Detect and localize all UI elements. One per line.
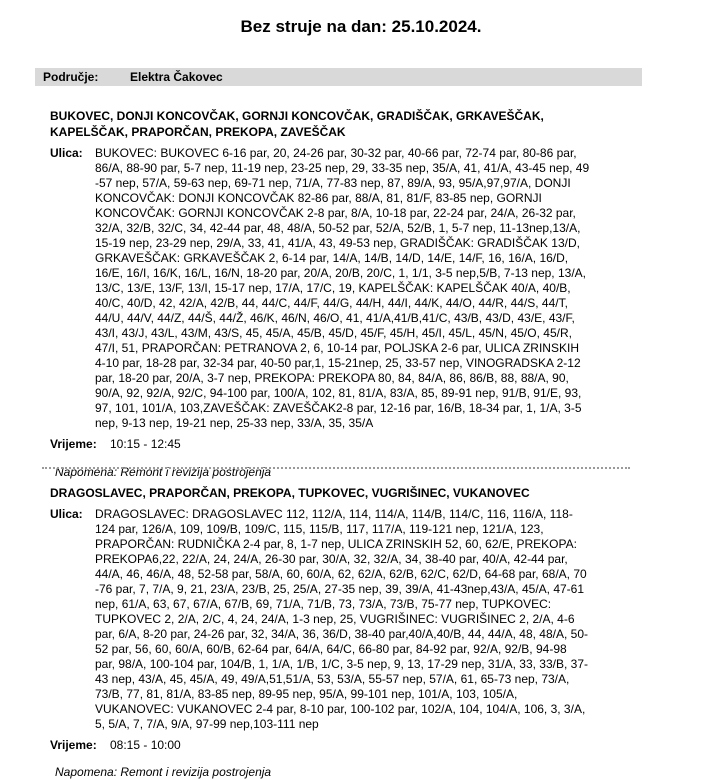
time-label: Vrijeme: <box>50 738 97 752</box>
separator <box>42 467 630 469</box>
time-value: 10:15 - 12:45 <box>110 437 181 451</box>
street-list: DRAGOSLAVEC: DRAGOSLAVEC 112, 112/A, 114, 114/A, 114/B, 114/C, 116, 116/A, 118- 124 par, 126/A, 109, 109/B, 109/C, 115, 115/B, 117, 117/A, 119-121 nep, 121/A, 123, PRAPORČAN: RUDNIČKA 2-4 par, 8, 1-7 nep, ULICA ZRINSKIH 52, 60, 62/E, PREKOPA: PREKOPA6,22, 22/A, 24, 24/A, 26-30 par, 30/A, 32, 32/A, 34, 38-40 par, 40/A, 42-44 par, 44/A, 46, 46/A, 48, 52-58 par, 58/A, 60, 60/A, 62, 62/A, 62/B, 62/C, 62/D, 64-68 par, 68/A, 70 -76 par, 7, 7/A, 9, 21, 23/A, 23/B, 25, 25/A, 27-35 nep, 39, 39/A, 41-43nep,43/A, 45/A, 47-61 nep, 61/A, 63, 67, 67/A, 67/B, 69, 71/A, 71/B, 73, 73/A, 73/B, 75-77 nep, TUPKOVEC: TUPKOVEC 2, 2/A, 2/C, 4, 24, 24/A, 1-3 nep, 25, VUGRIŠINEC: VUGRIŠINEC 2, 2/A, 4-6 par, 6/A, 8-20 par, 24-26 par, 32, 34/A, 36, 36/D, 38-40 par,40/A,40/B, 44, 44/A, 48, 48/A, 50- 52 par, 56, 60, 60/A, 60/B, 62-64 par, 64/A, 64/C, 66-80 par, 84-92 par, 92/A, 92/B, 94-98 par, 98/A, 100-104 par, 104/B, 1, 1/A, 1/B, 1/C, 3-5 nep, 9, 13, 17-29 nep, 31/A, 33, 33/B, 37- 43 nep, 43/A, 45, 45/A, 49, 49/A,51,51/A, 53, 53/A, 55-57 nep, 57/A, 61, 65-73 nep, 73/A, 73/B, 77, 81, 81/A, 83-85 nep, 89-95 nep, 95/A, 99-101 nep, 101/A, 103, 105/A, VUKANOVEC: VUKANOVEC 2-4 par, 8-10 par, 100-102 par, 102/A, 104, 104/A, 106, 3, 3/A, 5, 5/A, 7, 7/A, 9/A, 97-99 nep,103-111 nep <box>95 507 589 731</box>
page-title: Bez struje na dan: 25.10.2024. <box>240 17 482 36</box>
time-row <box>50 738 610 753</box>
outage-note: Napomena: Remont i revizija postrojenja <box>55 465 272 479</box>
region-bar <box>35 68 642 86</box>
street-row <box>50 146 610 431</box>
time-row <box>50 437 610 452</box>
street-row <box>50 507 610 732</box>
outage-places: DRAGOSLAVEC, PRAPORČAN, PREKOPA, TUPKOVEC, VUGRIŠINEC, VUKANOVEC <box>50 486 530 500</box>
time-label: Vrijeme: <box>50 437 97 451</box>
street-label: Ulica: <box>50 146 83 160</box>
region-value: Elektra Čakovec <box>130 70 223 84</box>
outage-places: BUKOVEC, DONJI KONCOVČAK, GORNJI KONCOVČAK, GRADIŠČAK, GRKAVEŠČAK, KAPELŠČAK, PRAPORČAN, PREKOPA, ZAVEŠČAK <box>50 109 544 139</box>
outage-block <box>50 485 610 780</box>
time-value: 08:15 - 10:00 <box>110 738 181 752</box>
region-label: Područje: <box>43 70 99 84</box>
outage-note: Napomena: Remont i revizija postrojenja <box>55 765 272 779</box>
street-label: Ulica: <box>50 507 83 521</box>
outage-block <box>50 108 610 480</box>
street-list: BUKOVEC: BUKOVEC 6-16 par, 20, 24-26 par, 30-32 par, 40-66 par, 72-74 par, 80-86 par, 86/A, 88-90 par, 5-7 nep, 11-19 nep, 23-25 nep, 29, 33-35 nep, 35/A, 41, 41/A, 43-45 nep, 49 -57 nep, 57/A, 59-63 nep, 69-71 nep, 71/A, 77-83 nep, 87, 89/A, 93, 95/A,97,97/A, DONJI KONCOVČAK: DONJI KONCOVČAK 82-86 par, 88/A, 81, 81/F, 83-85 nep, GORNJI KONCOVČAK: GORNJI KONCOVČAK 2-8 par, 8/A, 10-18 par, 22-24 par, 24/A, 26-32 par, 32/A, 32/B, 32/C, 34, 42-44 par, 48, 48/A, 50-52 par, 52/A, 52/B, 1, 5-7 nep, 11-13nep,13/A, 15-19 nep, 23-29 nep, 29/A, 33, 41, 41/A, 43, 49-53 nep, GRADIŠČAK: GRADIŠČAK 13/D, GRKAVEŠČAK: GRKAVEŠČAK 2, 6-14 par, 14/A, 14/B, 14/D, 14/E, 14/F, 16, 16/A, 16/D, 16/E, 16/I, 16/K, 16/L, 16/N, 18-20 par, 20/A, 20/B, 20/C, 1, 1/1, 3-5 nep,5/B, 7-13 nep, 13/A, 13/C, 13/E, 13/F, 13/I, 15-17 nep, 17/A, 17/C, 19, KAPELŠČAK: KAPELŠČAK 40/A, 40/B, 40/C, 40/D, 42, 42/A, 42/B, 44, 44/C, 44/F, 44/G, 44/H, 44/I, 44/K, 44/O, 44/R, 44/S, 44/T, 44/U, 44/V, 44/Z, 44/Š, 44/Ž, 46/K, 46/N, 46/O, 41, 41/A,41/B,41/C, 43/B, 43/D, 43/E, 43/F, 43/I, 43/J, 43/L, 43/M, 43/S, 45, 45/A, 45/B, 45/D, 45/F, 45/H, 45/I, 45/L, 45/N, 45/O, 45/R, 47/I, 51, PRAPORČAN: PETRANOVA 2, 6, 10-14 par, POLJSKA 2-6 par, ULICA ZRINSKIH 4-10 par, 18-28 par, 32-34 par, 40-50 par,1, 15-21nep, 25, 33-57 nep, VINOGRADSKA 2-12 par, 18-20 par, 20/A, 3-7 nep, PREKOPA: PREKOPA 80, 84, 84/A, 86, 86/B, 88, 88/A, 90, 90/A, 92, 92/A, 92/C, 94-100 par, 100/A, 102, 81, 81/A, 83/A, 85, 89-91 nep, 91/B, 91/E, 93, 97, 101, 101/A, 103,ZAVEŠČAK: ZAVEŠČAK2-8 par, 12-16 par, 16/B, 18-34 par, 1, 1/A, 3-5 nep, 9-13 nep, 19-21 nep, 25-33 nep, 33/A, 35, 35/A <box>95 146 590 430</box>
